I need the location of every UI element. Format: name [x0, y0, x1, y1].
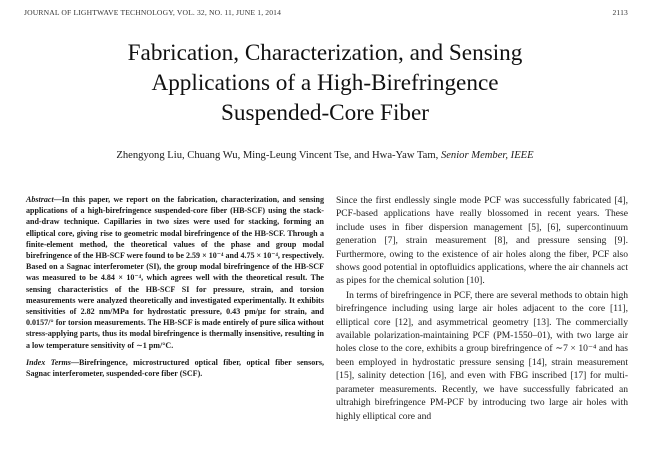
author-list: [0, 150, 650, 161]
right-column: [336, 194, 628, 423]
title-line: Applications of a High-Birefringence: [151, 70, 499, 96]
journal-citation: JOURNAL OF LIGHTWAVE TECHNOLOGY, VOL. 32, NO. 11, JUNE 1, 2014: [24, 8, 282, 17]
author-membership: Senior Member, IEEE: [440, 150, 534, 161]
abstract: [26, 194, 324, 351]
page-number: 2113: [612, 8, 628, 17]
title-line: Suspended-Core Fiber: [220, 100, 429, 126]
body-paragraph: Since the first endlessly single mode PCF was successfully fabricated [4], PCF-based applications have really blossomed in recent years. These include uses in fiber dispersion management [5], [6], supercontinuum generation [7], strain measurement [8], and pressure sensing [9]. Furthermore, owing to the existence of air holes along the fiber, PCF also shows good potential in optofluidics applications, where the air channels act as pipes for the chemical solution [10].: [336, 195, 628, 287]
title-line: Fabrication, Characterization, and Sensing: [127, 40, 523, 66]
index-terms-text: —Birefringence, microstructured optical fiber, optical fiber sensors, Sagnac interferometer, suspended-core fiber (SCF).: [26, 357, 325, 379]
index-terms-lead: Index Terms: [26, 357, 71, 367]
author-names: Zhengyong Liu, Chuang Wu, Ming-Leung Vincent Tse, and Hwa-Yaw Tam,: [116, 150, 439, 161]
left-column: [26, 194, 324, 379]
abstract-text: —In this paper, we report on the fabrication, characterization, and sensing applications of a high-birefringence suspended-core fiber (HB-SCF) using the stack-and-draw technique. Capillaries in two sizes were used for stacking, forming an elliptical core, giving rise to geometric modal birefringence of the HB-SCF. Through a finite-element method, the theoretical values of the phase and group modal birefringence of the HB-SCF were found to be 2.59 × 10⁻⁴ and 4.75 × 10⁻⁴, respectively. Based on a Sagnac interferometer (SI), the group modal birefringence of the HB-SCF was measured to be 4.84 × 10⁻⁴, which agrees well with the theoretical result. The sensing characteristics of the HB-SCF SI for pressure, strain, and torsion measurements were analyzed theoretically and investigated experimentally. It exhibits sensitivities of 2.82 nm/MPa for hydrostatic pressure, 0.43 pm/με for strain, and 0.0157/° for torsion measurements. The HB-SCF is made entirely of pure silica without stress-applying parts, thus its modal birefringence is thermally insensitive, resulting in a low temperature sensitivity of ∼1 pm/°C.: [26, 195, 324, 350]
body-paragraph: In terms of birefringence in PCF, there are several methods to obtain high birefringence including using large air holes adjacent to the core [11], elliptical core [12], and asymmetrical geometry [13]. The commercially available polarization-maintaining PCF (PM-1550–01), with two large air holes close to the core, exhibits a group birefringence of ∼7 × 10⁻⁴ and has been employed in hydrostatic pressure sensing [14], strain measurement [15], salinity detection [16], and even with FBG inscribed [17] for multi-parameter measurements. Recently, we have successfully fabricated an ultrahigh birefringence PM-PCF by introducing two large air holes with highly elliptical core and: [336, 289, 628, 422]
index-terms: [26, 357, 324, 379]
running-header: [24, 8, 628, 17]
abstract-lead: Abstract: [26, 195, 54, 204]
paper-title: [40, 38, 610, 128]
